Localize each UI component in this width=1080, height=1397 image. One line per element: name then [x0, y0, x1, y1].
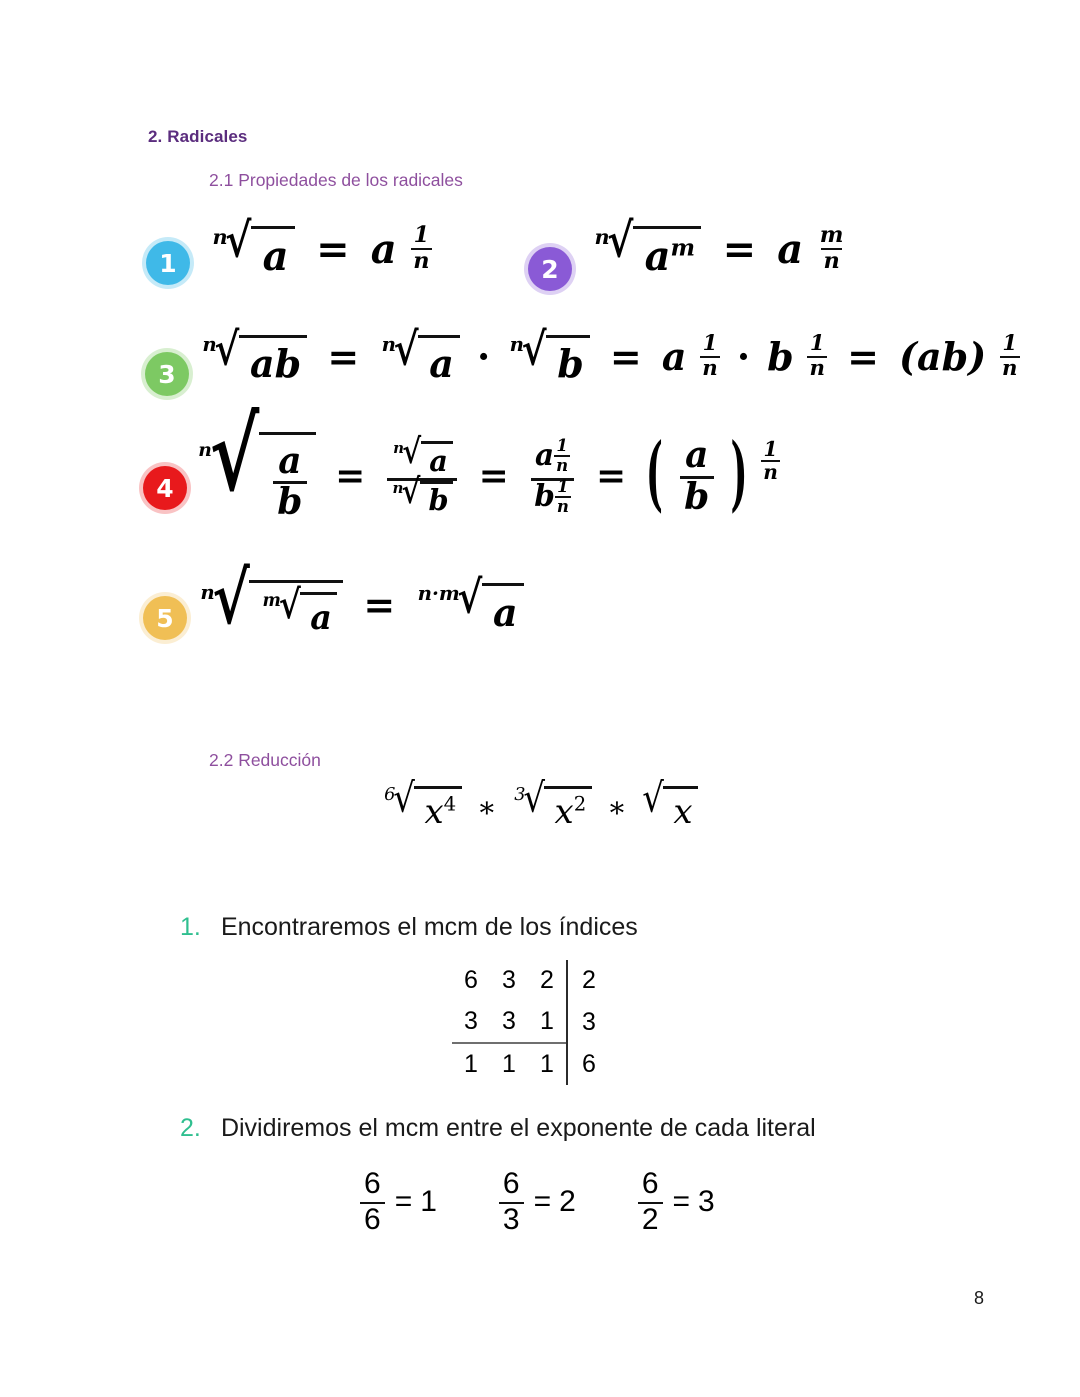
division-results [360, 1168, 715, 1235]
property-badge-5 [143, 596, 187, 640]
mcm-result: 6 [567, 1043, 619, 1085]
fractional-exponent: $\frac{1}{n}$ [700, 333, 720, 379]
property-badge-3-label: 3 [158, 359, 176, 389]
equals-sign: = [327, 334, 360, 379]
equals-sign: = [478, 454, 509, 497]
power-base: b [767, 334, 794, 379]
nested-radical: n √ m √ a [198, 580, 343, 637]
power-base: a [661, 334, 687, 379]
multiplication-operator: ∗ [477, 789, 497, 824]
fraction: $\frac{6}{2}$ [638, 1168, 663, 1235]
equals-sign: = [722, 226, 757, 273]
page-title: 2. Radicales [148, 127, 248, 146]
mcm-divisor: 2 [567, 960, 619, 1001]
mcm-cell: 3 [502, 966, 516, 994]
property-badge-5-label: 5 [156, 603, 174, 633]
step-1-text: Encontraremos el mcm de los índices [220, 913, 638, 941]
power-base: a [370, 226, 397, 273]
grouped-product: (ab) [899, 334, 987, 379]
table-row [452, 960, 619, 1001]
mcm-cell: 1 [490, 1043, 528, 1085]
radical-expression: n √ $a^m$ [592, 226, 701, 280]
mcm-cell: 2 [540, 966, 554, 994]
mcm-cell: 6 [464, 966, 478, 994]
equals-sign: = [609, 334, 642, 379]
property-badge-3 [145, 352, 189, 396]
equals-sign: = [596, 454, 627, 497]
mcm-cell: 1 [528, 1043, 567, 1085]
property-badge-1 [146, 241, 190, 285]
result-value: 2 [559, 1184, 576, 1218]
result-value: 1 [420, 1184, 437, 1218]
mcm-cell: 3 [464, 1007, 478, 1035]
property-badge-4 [143, 466, 187, 510]
equals-sign: = [533, 1184, 552, 1218]
result-value: 3 [698, 1184, 715, 1218]
division-result [638, 1168, 715, 1235]
division-result [360, 1168, 437, 1235]
equals-sign: = [363, 582, 396, 628]
fraction-a-over-b: $\frac{a}{b}$ [273, 443, 307, 522]
fractional-exponent: $\frac{1}{n}$ [1000, 333, 1020, 379]
fraction-of-powers: a $\frac{1}{n}$ b $\frac{1}{n}$ [531, 440, 574, 518]
step-2 [180, 1114, 816, 1143]
step-1-marker: 1. [180, 913, 201, 941]
radical-term: 6 √ $x^4$ [382, 786, 462, 832]
multiplication-dot: · [476, 334, 491, 379]
step-1 [180, 913, 638, 942]
mcm-cell: 3 [502, 1007, 516, 1035]
power-base: a [777, 226, 804, 273]
subheading-2-1: 2.1 Propiedades de los radicales [209, 170, 463, 190]
radical-expression: n·m √ a [415, 583, 523, 635]
multiplication-operator: ∗ [607, 789, 627, 824]
fractional-exponent: $\frac{m}{n}$ [819, 221, 844, 274]
equals-sign: = [847, 334, 879, 379]
fractional-exponent: $\frac{1}{n}$ [807, 333, 827, 379]
fraction: $\frac{6}{3}$ [499, 1168, 524, 1235]
radical-term: √ x [642, 786, 698, 832]
step-2-marker: 2. [180, 1114, 201, 1142]
fraction: $\frac{6}{6}$ [360, 1168, 385, 1235]
equals-sign: = [335, 454, 366, 497]
fractional-exponent: $\frac{1}{n}$ [411, 224, 432, 273]
mcm-division-table [452, 960, 619, 1085]
mcm-cell: 1 [540, 1007, 554, 1035]
radical-of-fraction: n √ $\frac{a}{b}$ [196, 432, 316, 522]
property-badge-1-label: 1 [159, 248, 177, 278]
radical-term: 3 √ $x^2$ [512, 786, 592, 832]
equals-sign: = [394, 1184, 413, 1218]
radical-expression: n √ a [210, 226, 295, 280]
reduction-expression [0, 775, 1080, 833]
page-number: 8 [973, 1288, 984, 1308]
division-result [499, 1168, 576, 1235]
table-row [452, 1043, 619, 1085]
property-badge-2-label: 2 [541, 254, 559, 284]
multiplication-dot: · [736, 334, 751, 379]
step-2-text: Dividiremos el mcm entre el exponente de cada literal [220, 1114, 816, 1142]
mcm-cell: 1 [452, 1043, 490, 1085]
radicand-with-exponent: $a^m$ [633, 226, 702, 280]
radical-expression: n √ ab [200, 335, 307, 387]
table-row [452, 1001, 619, 1043]
equals-sign: = [316, 226, 350, 273]
grouped-fraction-power: ( $\frac{a}{b}$ ) $\frac{1}{n}$ [645, 453, 780, 495]
property-badge-4-label: 4 [156, 473, 174, 503]
equals-sign: = [672, 1184, 691, 1218]
property-badge-2 [528, 247, 572, 291]
fraction-of-radicals: n √ a n √ b [387, 441, 457, 517]
mcm-divisor: 3 [567, 1001, 619, 1043]
radical-expression: n √ b [507, 335, 590, 387]
radical-expression: n √ a [379, 335, 460, 387]
subheading-2-2: 2.2 Reducción [209, 750, 321, 770]
